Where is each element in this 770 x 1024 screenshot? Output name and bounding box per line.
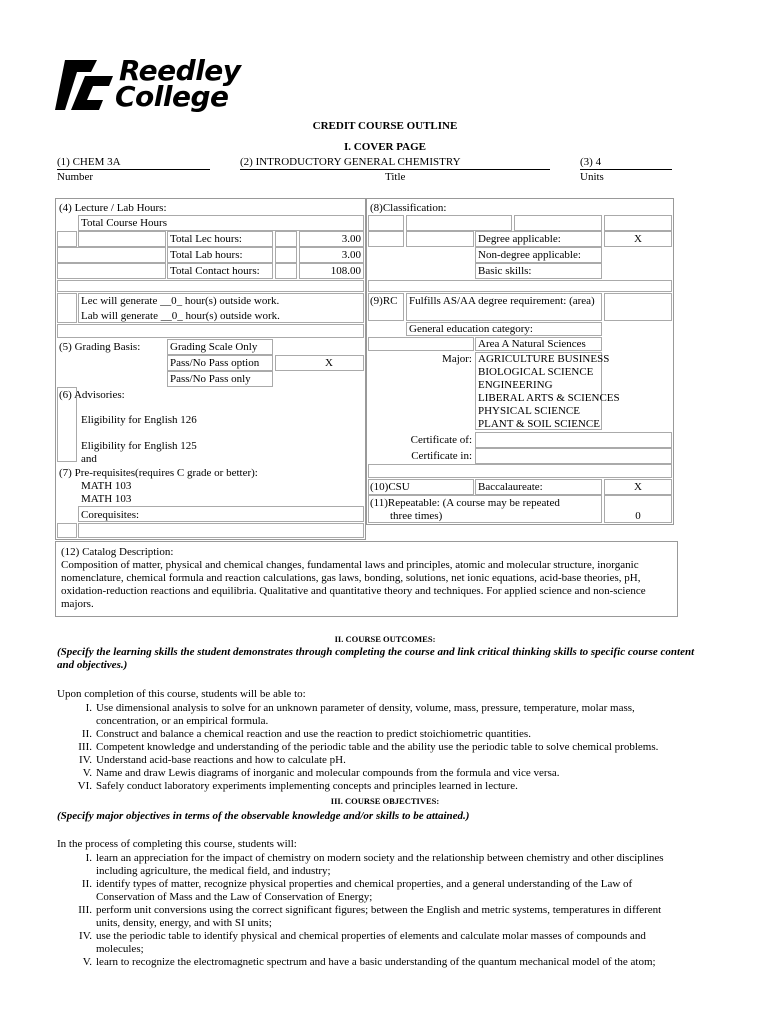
outcomes-intro: Upon completion of this course, students will be able to: (57, 688, 306, 700)
major-item: AGRICULTURE BUSINESS (478, 353, 610, 365)
cert-in-field (475, 448, 672, 464)
advisory-and: and (81, 453, 97, 465)
catalog-text: Composition of matter, physical and chemical changes, fundamental laws and principles, atomic and molecular structure, inorganic nomenclature, chemical formula and reaction calculations, gas laws, bonding, solutions, net ionic equations, acid-base theories, pH, oxidation-reduction reactions and equilibria. Qualitative and quantitative theory and techniques. For applied science and non-science majors. (61, 559, 646, 610)
spacer-cell (57, 263, 166, 279)
section-title: I. COVER PAGE (344, 141, 426, 153)
gen-ed-label: General education category: (409, 323, 533, 335)
classification-label: (8)Classification: (370, 202, 447, 214)
list-item (58, 904, 678, 930)
lecture-lab-label: (4) Lecture / Lab Hours: (59, 202, 167, 214)
area-value: Area A Natural Sciences (478, 338, 586, 350)
coreq-label: Corequisites: (81, 509, 140, 521)
major-label: Major: (442, 353, 472, 365)
list-item (58, 930, 678, 956)
lec-hours-label: Total Lec hours: (170, 233, 242, 245)
fulfills-label: Fulfills AS/AA degree requirement: (area) (409, 295, 595, 307)
cert-of-label: Certificate of: (410, 434, 472, 446)
logo-line-1: Reedley (119, 54, 241, 87)
number-label: Number (57, 171, 94, 183)
advisory-2: Eligibility for English 125 (81, 440, 197, 452)
item-number: II. (81, 728, 92, 740)
reedley-college-logo (55, 56, 280, 114)
item-text: Name and draw Lewis diagrams of inorganic and molecular compounds from the formula and vice versa. (96, 767, 560, 779)
objectives-title: III. COURSE OBJECTIVES: (330, 796, 440, 806)
list-item (58, 728, 678, 741)
spacer-cell (406, 215, 512, 231)
spacer-cell (275, 231, 297, 247)
degree-applicable-mark: X (634, 233, 642, 245)
item-text: identify types of matter, recognize physical properties and chemical properties, and a general understanding of the Law of Conservation of Mass and the Law of Conservation of Energy; (96, 878, 633, 903)
spacer-cell (275, 263, 297, 279)
lec-outside-work: Lec will generate __0_ hour(s) outside work. (81, 295, 280, 307)
rc-label: (9)RC (370, 295, 398, 307)
title-label: Title (385, 171, 406, 183)
item-number: V. (82, 767, 92, 779)
spacer-cell (604, 215, 672, 231)
spacer-cell (78, 523, 364, 538)
spacer-row (57, 324, 364, 338)
item-text: perform unit conversions using the correct significant figures; between the English and metric systems, temperatures in different units, density, energy, and with SI units; (96, 904, 662, 929)
advisory-1: Eligibility for English 126 (81, 414, 197, 426)
grading-basis-label: (5) Grading Basis: (59, 341, 141, 353)
basic-skills-label: Basic skills: (478, 265, 532, 277)
outcomes-instruction: (Specify the learning skills the student demonstrates through completing the course and link critical thinking skills to specific course content and objectives.) (57, 646, 695, 671)
repeatable-label-2: three times) (390, 510, 443, 522)
spacer-row (368, 280, 672, 292)
item-text: use the periodic table to identify physical and chemical properties of elements and calculate molar masses of compounds and molecules; (96, 930, 646, 955)
item-text: Competent knowledge and understanding of the periodic table and the ability use the periodic table to solve chemical problems. (96, 741, 659, 753)
lab-hours-value: 3.00 (341, 249, 361, 261)
spacer-row (57, 280, 364, 292)
grading-option-2: Pass/No Pass option (170, 357, 260, 369)
item-number: III. (78, 904, 92, 916)
logo-line-2: College (115, 80, 229, 113)
course-number: (1) CHEM 3A (57, 156, 210, 170)
spacer-cell (368, 337, 474, 351)
baccalaureate-label: Baccalaureate: (478, 481, 543, 493)
units-label: Units (580, 171, 604, 183)
spacer-cell (57, 231, 77, 247)
cert-in-label: Certificate in: (411, 450, 472, 462)
grading-option-3: Pass/No Pass only (170, 373, 251, 385)
item-number: IV. (79, 754, 92, 766)
spacer-cell (57, 523, 77, 538)
lab-hours-label: Total Lab hours: (170, 249, 243, 261)
item-number: III. (78, 741, 92, 753)
grading-option-2-mark: X (325, 357, 333, 369)
spacer-cell (368, 231, 404, 247)
item-text: Safely conduct laboratory experiments implementing concepts and principles learned in lecture. (96, 780, 518, 792)
item-text: Understand acid-base reactions and how to calculate pH. (96, 754, 346, 766)
item-number: I. (85, 852, 92, 864)
course-title: (2) INTRODUCTORY GENERAL CHEMISTRY (240, 156, 550, 170)
non-degree-label: Non-degree applicable: (478, 249, 581, 261)
major-item: PHYSICAL SCIENCE (478, 405, 580, 417)
total-course-hours: Total Course Hours (81, 217, 167, 229)
outcomes-list (58, 702, 678, 793)
objectives-list (58, 852, 678, 969)
prereq-1: MATH 103 (81, 480, 132, 492)
major-item: LIBERAL ARTS & SCIENCES (478, 392, 620, 404)
advisories-label: (6) Advisories: (59, 389, 125, 401)
lab-outside-work: Lab will generate __0_ hour(s) outside work. (81, 310, 280, 322)
spacer-cell (57, 293, 77, 323)
course-units: (3) 4 (580, 156, 672, 170)
list-item (58, 780, 678, 793)
outcomes-title: II. COURSE OUTCOMES: (334, 634, 436, 644)
item-number: I. (85, 702, 92, 714)
baccalaureate-mark: X (634, 481, 642, 493)
doc-title: CREDIT COURSE OUTLINE (312, 120, 458, 132)
spacer-cell (275, 247, 297, 263)
spacer-cell (604, 293, 672, 321)
major-item: ENGINEERING (478, 379, 553, 391)
spacer-cell (57, 247, 166, 263)
repeatable-value: 0 (635, 510, 641, 522)
item-number: V. (82, 956, 92, 968)
spacer-cell (406, 231, 474, 247)
list-item (58, 754, 678, 767)
csu-label: (10)CSU (370, 481, 410, 493)
list-item (58, 767, 678, 780)
objectives-instruction: (Specify major objectives in terms of the observable knowledge and/or skills to be attained.) (57, 810, 470, 822)
objectives-intro: In the process of completing this course, students will: (57, 838, 297, 850)
item-text: Construct and balance a chemical reaction and use the reaction to predict stoichiometric quantities. (96, 728, 531, 740)
list-item (58, 741, 678, 754)
item-number: II. (81, 878, 92, 890)
degree-applicable-label: Degree applicable: (478, 233, 561, 245)
major-item: PLANT & SOIL SCIENCE (478, 418, 600, 430)
list-item (58, 702, 678, 728)
prereq-label: (7) Pre-requisites(requires C grade or better): (59, 467, 258, 479)
item-number: VI. (77, 780, 92, 792)
contact-hours-value: 108.00 (330, 265, 361, 277)
contact-hours-label: Total Contact hours: (170, 265, 260, 277)
list-item (58, 956, 678, 969)
prereq-2: MATH 103 (81, 493, 132, 505)
list-item (58, 852, 678, 878)
item-text: learn to recognize the electromagnetic spectrum and have a basic understanding of the quantum mechanical model of the atom; (96, 956, 656, 968)
cert-of-field (475, 432, 672, 448)
item-number: IV. (79, 930, 92, 942)
spacer-cell (368, 215, 404, 231)
spacer-cell (78, 231, 166, 247)
list-item (58, 878, 678, 904)
spacer-cell (514, 215, 602, 231)
item-text: Use dimensional analysis to solve for an unknown parameter of density, volume, mass, pressure, temperature, molar mass, concentration, or an empirical formula. (96, 702, 635, 727)
major-item: BIOLOGICAL SCIENCE (478, 366, 594, 378)
item-text: learn an appreciation for the impact of chemistry on modern society and the relationship between chemistry and other disciplines including agriculture, the medical field, and industry; (96, 852, 664, 877)
catalog-label: (12) Catalog Description: (61, 546, 174, 558)
lec-hours-value: 3.00 (341, 233, 361, 245)
grading-option-1: Grading Scale Only (170, 341, 258, 353)
repeatable-label: (11)Repeatable: (A course may be repeated (370, 497, 560, 509)
spacer-row (368, 464, 672, 478)
rc-logo-mark-icon (55, 58, 115, 112)
